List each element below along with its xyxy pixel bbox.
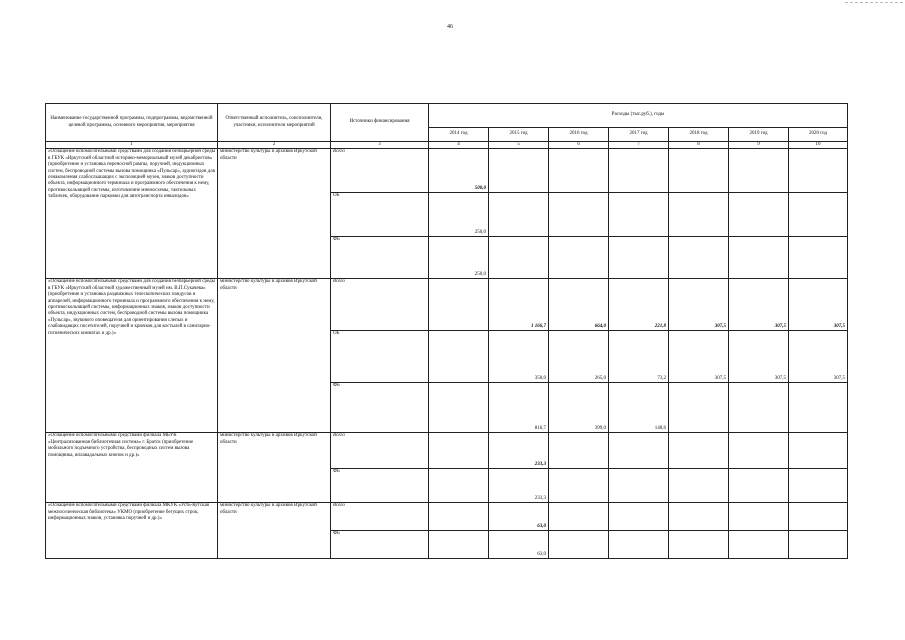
header-year-2014: 2014 год bbox=[429, 128, 489, 142]
value-cell: 307,5 bbox=[789, 331, 848, 383]
table-row bbox=[46, 433, 848, 469]
value-cell bbox=[729, 503, 789, 531]
value-cell bbox=[789, 149, 848, 193]
value-cell: 350,0 bbox=[489, 331, 549, 383]
table-row bbox=[46, 279, 848, 331]
activity-name: «Оснащение вспомогательными средствами филиала МКУК «Усть-Кутская межпоселенческая библиотека» УКМО (приобретение бегущих строк, информационных знаков, установка поручней и др.)» bbox=[46, 503, 218, 559]
column-number: 3 bbox=[331, 142, 429, 149]
value-cell bbox=[789, 531, 848, 559]
value-cell bbox=[549, 237, 609, 279]
column-number: 5 bbox=[489, 142, 549, 149]
funding-source: ОБ bbox=[331, 331, 429, 383]
value-cell bbox=[729, 469, 789, 503]
value-cell bbox=[789, 503, 848, 531]
table-row bbox=[46, 503, 848, 531]
value-cell bbox=[489, 149, 549, 193]
funding-source: Всего bbox=[331, 503, 429, 531]
value-cell bbox=[429, 503, 489, 531]
value-cell bbox=[549, 469, 609, 503]
value-cell bbox=[789, 383, 848, 433]
activity-name: «Оснащение вспомогательными средствами для создания безбарьерной среды в ГБУК «Иркутский областной историко-мемориальный музей декабристов» (приобретение и установка переносной рампы, поручней, индукционных систем, беспроводной системы вызова помощника «Пульсар», аудиогидов для ознакомления слабослышащих с экспозицией музея, знаков доступности объекта, информационного терминала и программного обеспечения к нему, противоскользящей системы, изготовление мнемосхемы, тактильных табличек, оборудование парковки для автотранспорта инвалидов» bbox=[46, 149, 218, 279]
value-cell bbox=[549, 503, 609, 531]
value-cell: 500,0 bbox=[429, 149, 489, 193]
value-cell bbox=[789, 237, 848, 279]
funding-source: ФБ bbox=[331, 469, 429, 503]
activity-name: «Оснащение вспомогательными средствами филиала МБУК «Централизованная библиотечная система» г. Братск (приобретение мобильного подъемного устройства, беспроводных систем вызова помощника, вплавадальных кнопок и др.)» bbox=[46, 433, 218, 503]
header-source: Источники финансирования bbox=[331, 104, 429, 142]
funding-source: ФБ bbox=[331, 237, 429, 279]
value-cell: 233,3 bbox=[489, 433, 549, 469]
column-number: 4 bbox=[429, 142, 489, 149]
value-cell: 63,0 bbox=[489, 503, 549, 531]
value-cell: 307,5 bbox=[669, 279, 729, 331]
header-year-2019: 2019 год bbox=[729, 128, 789, 142]
value-cell: 816,7 bbox=[489, 383, 549, 433]
value-cell bbox=[729, 383, 789, 433]
column-number: 2 bbox=[218, 142, 331, 149]
value-cell bbox=[429, 383, 489, 433]
value-cell bbox=[549, 193, 609, 237]
value-cell: 73,2 bbox=[609, 331, 669, 383]
value-cell bbox=[669, 193, 729, 237]
activity-name: «Оснащение вспомогательными средствами для создания безбарьерной среды в ГБУК «Иркутский областной художественный музей им. В.П.Сукачева» (приобретение и установка раздвижных телескопических пандусов и аппарелей, информационного терминала и программного обеспечения к нему, противоскользящей системы, информационных знаков, знаков доступности объекта, индукционных систем, беспроводной системы вызова помощника «Пульсар», звукового оповещателя для ориентирования слепых и слабовидящих посетителей, поручней и крючков для костылей в санитарно-гигиенических комнатах и др.)» bbox=[46, 279, 218, 433]
funding-source: Всего bbox=[331, 149, 429, 193]
value-cell: 307,5 bbox=[729, 331, 789, 383]
value-cell: 307,5 bbox=[789, 279, 848, 331]
executor: министерство культуры и архивов Иркутской области bbox=[218, 279, 331, 433]
page-number: 46 bbox=[447, 24, 453, 30]
corner-scan-mark bbox=[845, 2, 903, 4]
value-cell bbox=[729, 193, 789, 237]
funding-source: Всего bbox=[331, 433, 429, 469]
value-cell bbox=[729, 149, 789, 193]
value-cell bbox=[609, 237, 669, 279]
value-cell bbox=[429, 279, 489, 331]
value-cell: 399,0 bbox=[549, 383, 609, 433]
header-year-2016: 2016 год bbox=[549, 128, 609, 142]
table-row bbox=[46, 149, 848, 193]
executor: министерство культуры и архивов Иркутской области bbox=[218, 503, 331, 559]
header-year-2020: 2020 год bbox=[789, 128, 848, 142]
value-cell bbox=[669, 469, 729, 503]
executor: министерство культуры и архивов Иркутской области bbox=[218, 149, 331, 279]
value-cell: 307,5 bbox=[729, 279, 789, 331]
budget-table bbox=[45, 103, 848, 559]
value-cell: 1 166,7 bbox=[489, 279, 549, 331]
header-year-2018: 2018 год bbox=[669, 128, 729, 142]
value-cell bbox=[669, 531, 729, 559]
funding-source: ФБ bbox=[331, 531, 429, 559]
column-number: 7 bbox=[609, 142, 669, 149]
value-cell bbox=[669, 433, 729, 469]
value-cell bbox=[729, 531, 789, 559]
column-number: 8 bbox=[669, 142, 729, 149]
column-number: 9 bbox=[729, 142, 789, 149]
header-executor: Ответственный исполнитель, соисполнители, участники, исполнители мероприятий bbox=[218, 104, 331, 142]
value-cell bbox=[609, 531, 669, 559]
header-year-2015: 2015 год bbox=[489, 128, 549, 142]
value-cell: 63,0 bbox=[489, 531, 549, 559]
value-cell bbox=[429, 531, 489, 559]
value-cell bbox=[429, 433, 489, 469]
value-cell bbox=[429, 469, 489, 503]
value-cell bbox=[669, 237, 729, 279]
value-cell bbox=[729, 237, 789, 279]
value-cell: 265,0 bbox=[549, 331, 609, 383]
header-year-2017: 2017 год bbox=[609, 128, 669, 142]
value-cell bbox=[549, 433, 609, 469]
value-cell bbox=[609, 469, 669, 503]
value-cell bbox=[609, 503, 669, 531]
column-number: 1 bbox=[46, 142, 218, 149]
value-cell bbox=[549, 149, 609, 193]
funding-source: Всего bbox=[331, 279, 429, 331]
value-cell: 250,0 bbox=[429, 237, 489, 279]
executor: министерство культуры и архивов Иркутской области bbox=[218, 433, 331, 503]
value-cell bbox=[609, 193, 669, 237]
value-cell: 233,3 bbox=[489, 469, 549, 503]
column-number: 10 bbox=[789, 142, 848, 149]
value-cell bbox=[549, 531, 609, 559]
value-cell bbox=[609, 433, 669, 469]
header-row-1 bbox=[46, 104, 848, 128]
value-cell bbox=[729, 433, 789, 469]
value-cell: 307,5 bbox=[669, 331, 729, 383]
column-number-row bbox=[46, 142, 848, 149]
header-name: Наименование государственной программы, подпрограммы, ведомственной целевой программы, основного мероприятия, мероприятия bbox=[46, 104, 218, 142]
funding-source: ФБ bbox=[331, 383, 429, 433]
column-number: 6 bbox=[549, 142, 609, 149]
funding-source: ОБ bbox=[331, 193, 429, 237]
value-cell bbox=[789, 193, 848, 237]
value-cell bbox=[669, 149, 729, 193]
value-cell: 250,0 bbox=[429, 193, 489, 237]
value-cell bbox=[429, 331, 489, 383]
value-cell bbox=[669, 383, 729, 433]
value-cell: 221,8 bbox=[609, 279, 669, 331]
value-cell bbox=[489, 237, 549, 279]
value-cell bbox=[789, 469, 848, 503]
header-expenses: Расходы (тыс.руб.), годы bbox=[429, 104, 848, 128]
value-cell: 148,6 bbox=[609, 383, 669, 433]
value-cell: 664,0 bbox=[549, 279, 609, 331]
value-cell bbox=[669, 503, 729, 531]
value-cell bbox=[609, 149, 669, 193]
value-cell bbox=[489, 193, 549, 237]
value-cell bbox=[789, 433, 848, 469]
